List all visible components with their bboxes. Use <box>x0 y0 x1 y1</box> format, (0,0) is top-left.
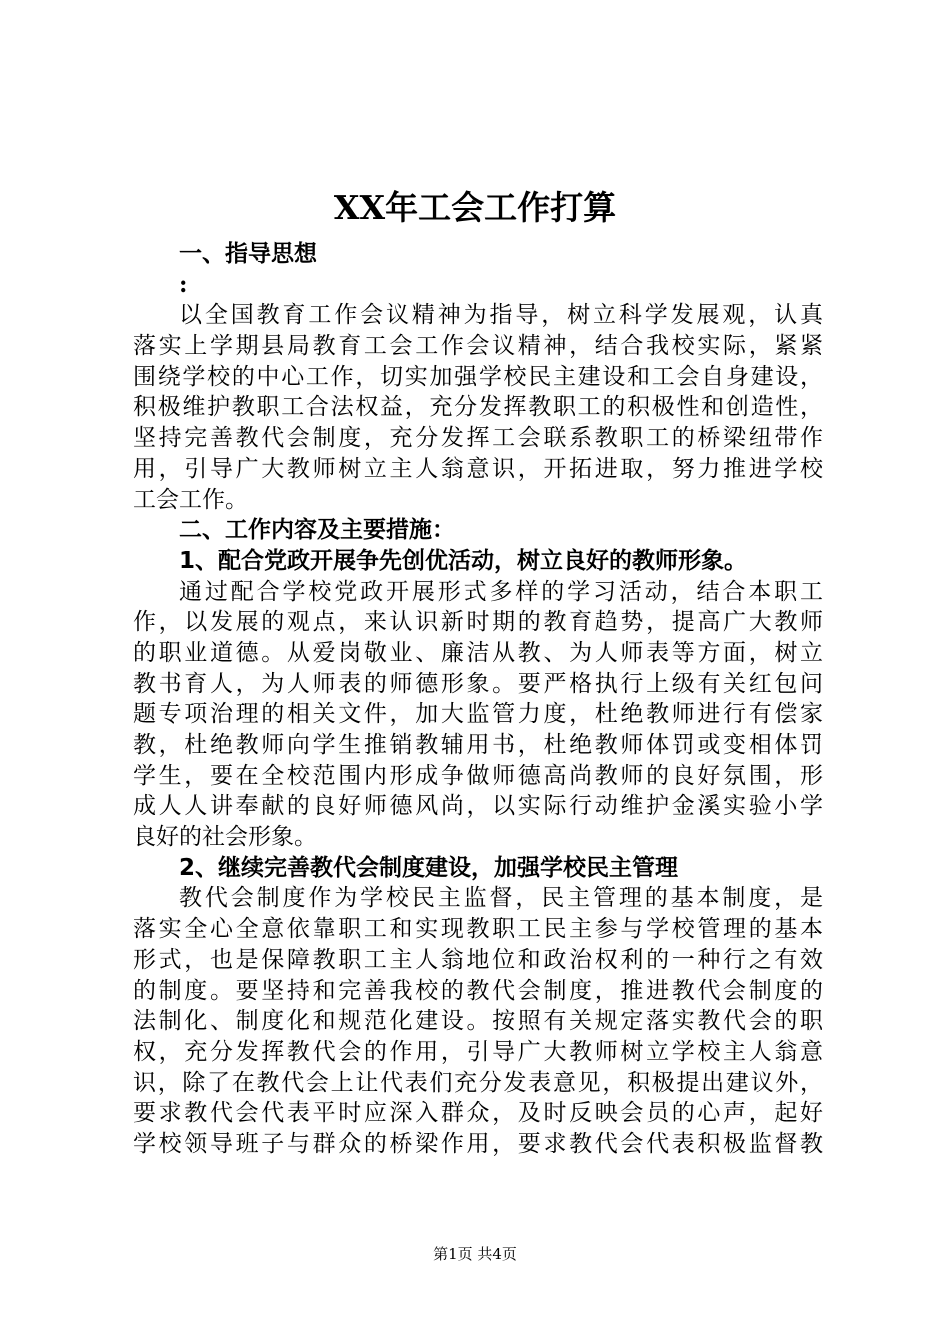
text-line: 积极维护教职工合法权益，充分发挥教职工的积极性和创造性， <box>133 394 823 421</box>
text-line: 识，除了在教代会上让代表们充分发表意见，积极提出建议外， <box>133 1069 823 1096</box>
heading-colon: : <box>179 270 188 298</box>
text-line: 落实全心全意依靠职工和实现教职工民主参与学校管理的基本 <box>133 916 823 943</box>
text-line: 教，杜绝教师向学生推销教辅用书，杜绝教师体罚或变相体罚 <box>133 732 823 758</box>
text-line: 法制化、制度化和规范化建设。按照有关规定落实教代会的职 <box>133 1008 823 1035</box>
text-line: 成人人讲奉献的良好师德风尚，以实际行动维护金溪实验小学 <box>133 793 823 820</box>
text-line: 形式，也是保障教职工主人翁地位和政治权利的一种行之有效 <box>133 946 823 973</box>
section-heading-2: 二、工作内容及主要措施： <box>179 517 455 544</box>
text-line: 学校领导班子与群众的桥梁作用，要求教代会代表积极监督教 <box>133 1130 823 1157</box>
section-heading-1: 一、指导思想 <box>179 241 317 267</box>
text-line: 落实上学期县局教育工会工作会议精神，结合我校实际，紧紧 <box>133 333 823 360</box>
text-line: 良好的社会形象。 <box>133 824 317 851</box>
text-line: 用，引导广大教师树立主人翁意识，开拓进取，努力推进学校 <box>133 455 823 482</box>
text-line: 工会工作。 <box>133 486 248 513</box>
document-title: XX年工会工作打算 <box>333 188 617 227</box>
subheading-2: 2、继续完善教代会制度建设，加强学校民主管理 <box>179 854 679 881</box>
text-line: 权，充分发挥教代会的作用，引导广大教师树立学校主人翁意 <box>133 1038 823 1065</box>
document-body <box>133 239 823 1160</box>
text-line: 坚持完善教代会制度，充分发挥工会联系教职工的桥梁纽带作 <box>133 425 823 452</box>
text-line: 围绕学校的中心工作，切实加强学校民主建设和工会自身建设， <box>133 363 823 390</box>
text-line: 作，以发展的观点，来认识新时期的教育趋势，提高广大教师 <box>133 609 823 636</box>
text-line: 学生，要在全校范围内形成争做师德高尚教师的良好氛围，形 <box>133 762 823 789</box>
page-footer: 第1页 共4页 <box>433 1245 517 1263</box>
paragraph-teacher-image <box>133 577 823 853</box>
text-line: 教书育人，为人师表的师德形象。要严格执行上级有关红包问 <box>133 670 823 697</box>
paragraph-guiding-thought <box>133 300 823 515</box>
text-line: 以全国教育工作会议精神为指导，树立科学发展观，认真 <box>179 302 823 329</box>
text-line: 的职业道德。从爱岗敬业、廉洁从教、为人师表等方面，树立 <box>133 639 823 666</box>
subheading-1: 1、配合党政开展争先创优活动，树立良好的教师形象。 <box>179 547 748 574</box>
text-line: 题专项治理的相关文件，加大监管力度，杜绝教师进行有偿家 <box>133 701 823 728</box>
text-line: 通过配合学校党政开展形式多样的学习活动，结合本职工 <box>179 578 823 605</box>
text-line: 要求教代会代表平时应深入群众，及时反映会员的心声，起好 <box>133 1100 823 1127</box>
text-line: 的制度。要坚持和完善我校的教代会制度，推进教代会制度的 <box>133 977 823 1004</box>
text-line: 教代会制度作为学校民主监督，民主管理的基本制度，是 <box>179 885 823 912</box>
paragraph-staff-congress <box>133 883 823 1159</box>
